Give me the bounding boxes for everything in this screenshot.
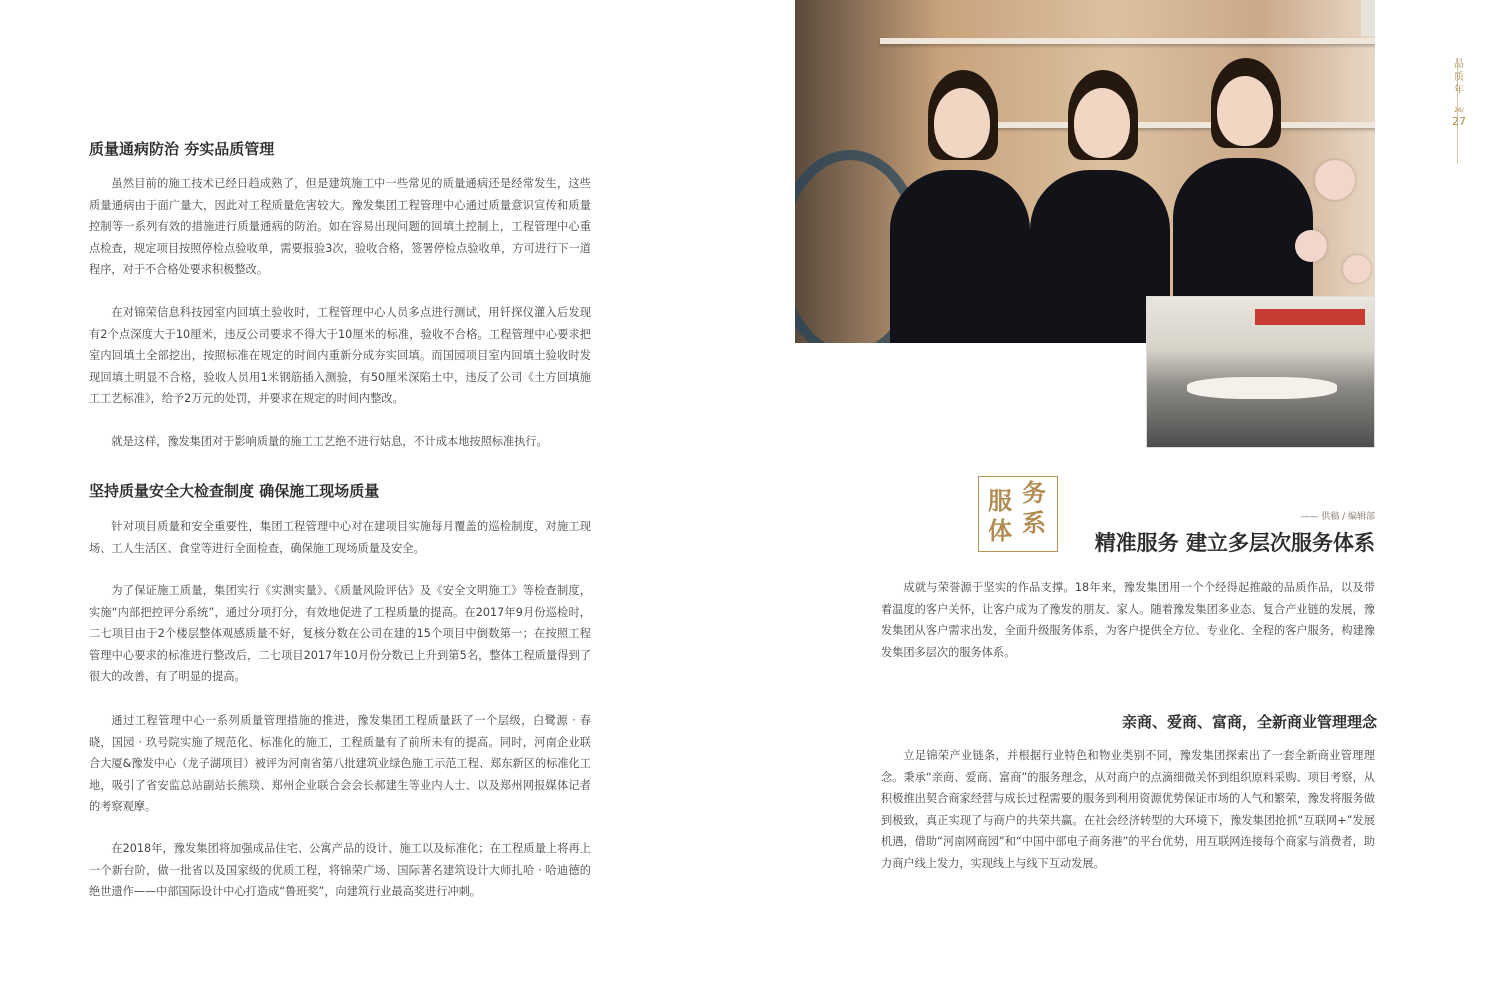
meeting-banner: [1255, 309, 1365, 325]
service-title: 精准服务 建立多层次服务体系: [1094, 531, 1375, 555]
staff-photo: [795, 0, 1375, 343]
meeting-table: [1187, 377, 1337, 399]
meeting-photo: [1146, 296, 1375, 448]
paragraph: 在2018年，豫发集团将加强成品住宅、公寓产品的设计、施工以及标准化；在工程质量上将再上一个新台阶，做一批省以及国家级的优质工程，将锦荣广场、国际著名建筑设计大师扎哈 · 哈迪德的绝世遗作——中部国际设计中心打造成“鲁班奖”，向建筑行业最高奖进行冲刺。: [89, 842, 591, 899]
paragraph: 为了保证施工质量，集团实行《实测实量》、《质量风险评估》及《安全文明施工》等检查制度，实施“内部把控评分系统”，通过分项打分，有效地促进了工程质量的提高。在2017年9月份巡检时，二七项目由于2个楼层整体观感质量不好，复核分数在公司在建的15个项目中倒数第一；在按照工程管理中心要求的标准进行整改后，二七项目2017年10月份分数已上升到第5名，整体工程质量得到了很大的改善，有了明显的提高。: [89, 584, 591, 684]
page-number: 27: [1452, 115, 1466, 128]
paragraph: 虽然目前的施工技术已经日趋成熟了，但是建筑施工中一些常见的质量通病还是经常发生，这些质量通病由于面广量大，因此对工程质量危害较大。豫发集团工程管理中心通过质量意识宣传和质量控制等一系列有效的措施进行质量通病的防治。如在容易出现问题的回填土控制上，工程管理中心重点检查，规定项目按照停检点验收单，需要报验3次，验收合格，签署停检点验收单，方可进行下一道程序，对于不合格处要求积极整改。: [89, 177, 591, 277]
paragraph: 通过工程管理中心一系列质量管理措施的推进，豫发集团工程质量跃了一个层级，白鹭源 · 春晓，国园 · 玖号院实施了规范化、标准化的施工，工程质量有了前所未有的提高。同时，河南企业联合大厦&豫发中心（龙子湖项目）被评为河南省第八批建筑业绿色施工示范工程、郑东新区的标准化工地，吸引了省安监总站副站长熊琰、郑州企业联合会会长郝建生等业内人士、以及郑州网报媒体记者的考察观摩。: [89, 714, 591, 814]
service-system-stamp: 服 务 体 系: [978, 476, 1058, 552]
section-heading-safety: 坚持质量安全大检查制度 确保施工现场质量: [89, 482, 380, 500]
commerce-paragraph: 立足锦荣产业链条，并根据行业特色和物业类别不同，豫发集团探索出了一套全新商业管理理念。秉承“亲商、爱商、富商”的服务理念，从对商户的点滴细微关怀到组织原料采购、项目考察，从积极推出契合商家经营与成长过程需要的服务到利用资源优势保证市场的人气和繁荣，豫发将服务做到极致，真正实现了与商户的共荣共赢。在社会经济转型的大环境下，豫发集团抢抓“互联网+”发展机遇，借助“河南网商园”和“中国中部电子商务港”的平台优势，用互联网连接每个商家与消费者，助力商户线上发力，实现线上与线下互动发展。: [881, 749, 1375, 870]
shelf: [880, 38, 1375, 44]
paragraph: 针对项目质量和安全重要性，集团工程管理中心对在建项目实施每月覆盖的巡检制度，对施工现场、工人生活区、食堂等进行全面检查，确保施工现场质量及安全。: [89, 520, 591, 555]
commerce-subheading: 亲商、爱商、富商，全新商业管理理念: [1121, 713, 1377, 731]
paragraph: 就是这样，豫发集团对于影响质量的施工工艺绝不进行姑息，不计成本地按照标准执行。: [111, 435, 548, 448]
section-heading-quality: 质量通病防治 夯实品质管理: [89, 140, 275, 158]
page-number-small: 26/: [1454, 107, 1464, 114]
book-spine-decoration: [1361, 0, 1375, 36]
side-tab: 品 质 年 26/ 27: [1452, 59, 1466, 128]
flower: [1315, 160, 1355, 200]
intro-paragraph: 成就与荣誉源于坚实的作品支撑。18年来，豫发集团用一个个经得起推敲的品质作品，以及带着温度的客户关怀，让客户成为了豫发的朋友、家人。随着豫发集团多业态、复合产业链的发展，豫发集团从客户需求出发，全面升级服务体系，为客户提供全方位、专业化、全程的客户服务，构建豫发集团多层次的服务体系。: [881, 581, 1375, 659]
staff-member-left: [890, 70, 1030, 343]
paragraph: 在对锦荣信息科技园室内回填土验收时，工程管理中心人员多点进行测试，用钎探仪灌入后发现有2个点深度大于10厘米，违反公司要求不得大于10厘米的标准，验收不合格。工程管理中心要求把室内回填土全部挖出，按照标准在规定的时间内重新分成夯实回填。而国园项目室内回填土验收时发现回填土明显不合格，验收人员用1米钢筋插入测验，有50厘米深陷土中，违反了公司《土方回填施工工艺标准》，给予2万元的处罚，并要求在规定的时间内整改。: [89, 306, 591, 406]
flower: [1343, 255, 1371, 283]
right-page: [750, 0, 1500, 1005]
byline: —— 供稿 / 编辑部: [1300, 512, 1375, 522]
flower: [1295, 230, 1327, 262]
